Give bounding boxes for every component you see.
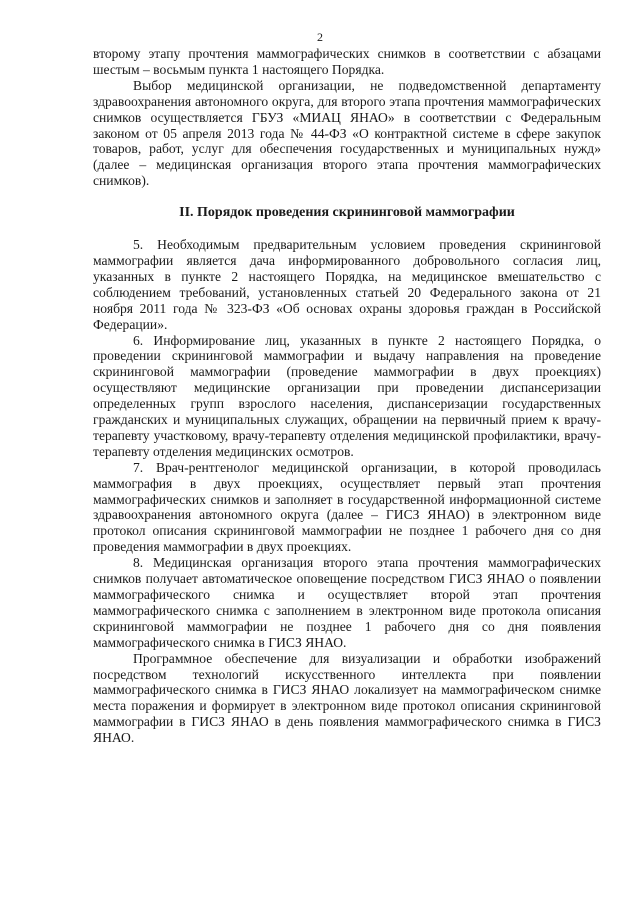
paragraph-item-8: 8. Медицинская организация второго этапа прочтения маммографических снимков получает автоматическое оповещение посредством ГИСЗ ЯНАО о появлении маммографического снимка и осуществляет второй этап прочтения маммографического снимка с заполнением в электронном виде протокола описания скрининговой маммографии не позднее 1 рабочего дня со дня появления маммографического снимка в ГИСЗ ЯНАО.	[93, 555, 601, 650]
paragraph-item-6: 6. Информирование лиц, указанных в пункте 2 настоящего Порядка, о проведении скрининговой маммографии и выдачу направления на проведение скрининговой маммографии (проведение маммографии в двух проекциях) осуществляют медицинские организации при проведении диспансеризации определенных групп взрослого населения, диспансеризации государственных гражданских и муниципальных служащих, обращении на первичный прием к врачу-терапевту участковому, врачу-терапевту отделения медицинской профилактики, врачу-терапевту отделения медицинских осмотров.	[93, 332, 601, 459]
paragraph-ai-software: Программное обеспечение для визуализации и обработки изображений посредством технологий искусственного интеллекта при появлении маммографического снимка в ГИСЗ ЯНАО локализует на маммографическом снимке места поражения и формирует в электронном виде протокол описания скрининговой маммографии в ГИСЗ ЯНАО в день появления маммографического снимка в ГИСЗ ЯНАО.	[93, 650, 601, 746]
paragraph-item-5: 5. Необходимым предварительным условием проведения скрининговой маммографии является дача информированного добровольного согласия лиц, указанных в пункте 2 настоящего Порядка, на медицинское вмешательство с соблюдением требований, установленных статьей 20 Федерального закона от 21 ноября 2011 года № 323-ФЗ «Об основах охраны здоровья граждан в Российской Федерации».	[93, 237, 601, 332]
paragraph-continuation: второму этапу прочтения маммографических снимков в соответствии с абзацами шестым – восьмым пункта 1 настоящего Порядка.	[93, 46, 601, 77]
section-title: II. Порядок проведения скрининговой маммографии	[179, 205, 515, 221]
page-number: 2	[317, 30, 323, 44]
paragraph-item-7: 7. Врач-рентгенолог медицинской организации, в которой проводилась маммография в двух проекциях, осуществляет первый этап прочтения маммографических снимков и заполняет в государственной информационной системе здравоохранения автономного округа (далее – ГИСЗ ЯНАО) в электронном виде протокол описания скрининговой маммографии не позднее 1 рабочего дня со дня проведения маммографии в двух проекциях.	[93, 459, 601, 555]
paragraph-org-selection: Выбор медицинской организации, не подведомственной департаменту здравоохранения автономного округа, для второго этапа прочтения маммографических снимков осуществляется ГБУЗ «МИАЦ ЯНАО» в соответствии с Федеральным законом от 05 апреля 2013 года № 44-ФЗ «О контрактной системе в сфере закупок товаров, работ, услуг для обеспечения государственных и муниципальных нужд» (далее – медицинская организация второго этапа прочтения маммографических снимков).	[93, 77, 601, 189]
document-body	[93, 46, 601, 746]
